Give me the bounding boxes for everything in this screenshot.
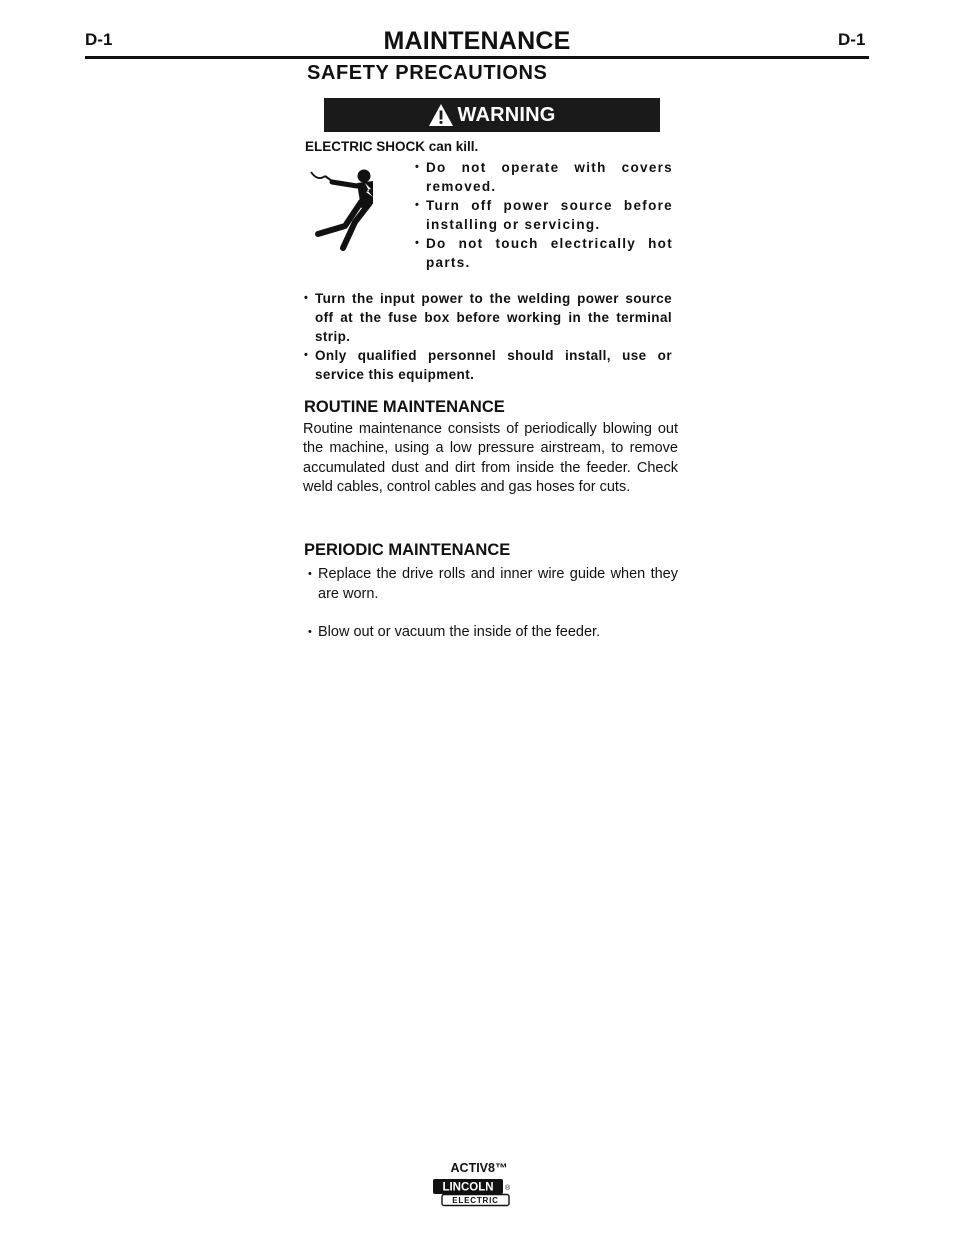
periodic-maintenance-heading: PERIODIC MAINTENANCE xyxy=(304,541,511,559)
list-item: • Replace the drive rolls and inner wire guide when they are worn. xyxy=(308,565,678,604)
list-item: • Turn the input power to the welding power source off at the fuse box before working in the terminal strip. xyxy=(304,289,672,346)
logo-bottom-text: ELECTRIC xyxy=(452,1196,499,1205)
periodic-maintenance-list xyxy=(308,623,678,643)
list-item: • Do not operate with covers removed. xyxy=(415,158,673,196)
safety-heading: SAFETY PRECAUTIONS xyxy=(307,62,548,84)
model-name: ACTIV8™ xyxy=(450,1161,508,1175)
page-title: MAINTENANCE xyxy=(383,27,571,55)
list-item: • Blow out or vacuum the inside of the feeder. xyxy=(308,623,678,643)
general-precautions-list xyxy=(304,289,672,384)
warning-banner xyxy=(324,98,660,132)
periodic-maintenance-list xyxy=(308,565,678,604)
list-item: • Turn off power source before installing or servicing. xyxy=(415,196,673,234)
header-rule xyxy=(85,56,869,59)
lincoln-electric-logo xyxy=(432,1178,512,1208)
warning-label: WARNING xyxy=(457,103,556,126)
electric-shock-icon xyxy=(305,164,407,254)
page-code-right: D-1 xyxy=(838,30,866,49)
list-item: • Only qualified personnel should install, use or service this equipment. xyxy=(304,346,672,384)
shock-title: ELECTRIC SHOCK can kill. xyxy=(305,139,479,154)
logo-top-text: LINCOLN xyxy=(442,1181,494,1194)
routine-maintenance-text: Routine maintenance consists of periodically blowing out the machine, using a low pressure airstream, to remove accumulated dust and dirt from inside the feeder. Check weld cables, control cables and gas hoses for cuts. xyxy=(303,421,678,496)
routine-maintenance-heading: ROUTINE MAINTENANCE xyxy=(304,398,505,416)
registered-mark: ® xyxy=(505,1185,511,1192)
page-code-left: D-1 xyxy=(85,30,113,49)
warning-triangle-icon xyxy=(428,103,454,127)
shock-precautions-list xyxy=(415,158,673,272)
list-item: • Do not touch electrically hot parts. xyxy=(415,234,673,272)
